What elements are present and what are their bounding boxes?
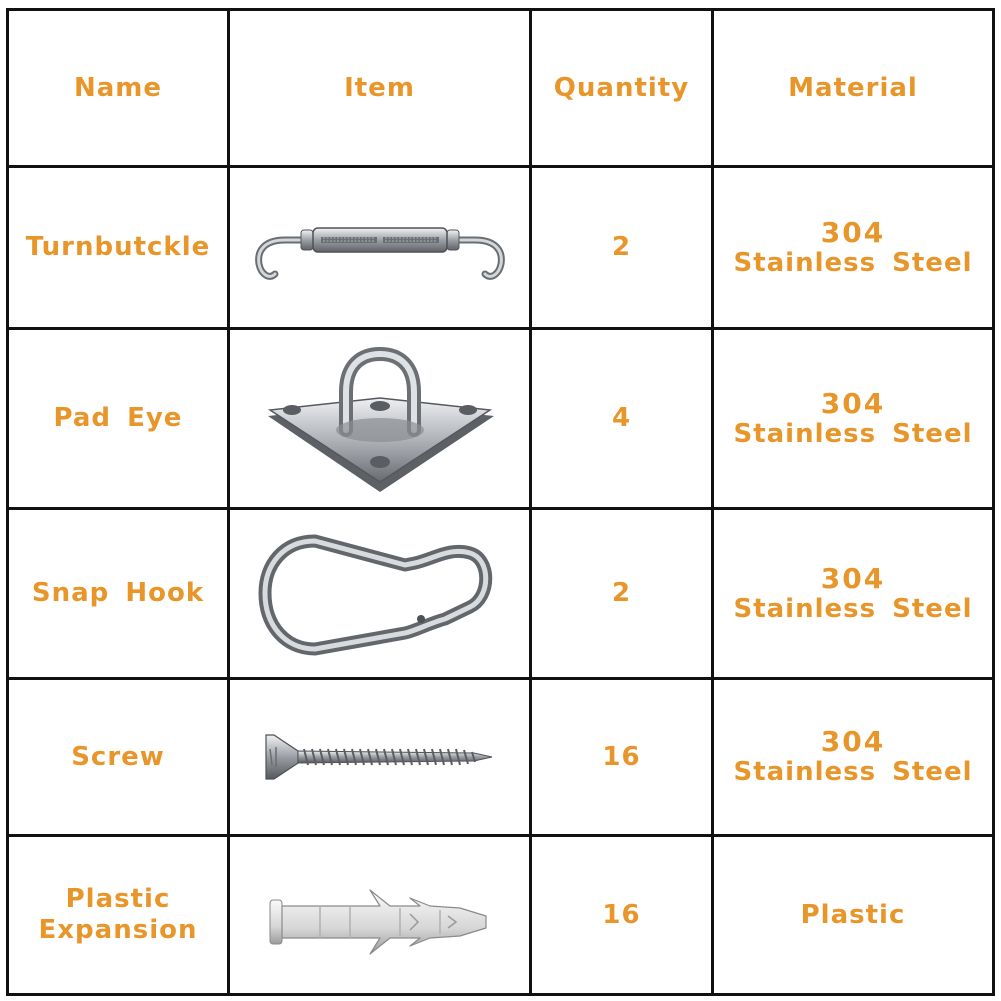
material-line1: 304 bbox=[820, 215, 886, 249]
item-name: Turnbutckle bbox=[8, 167, 229, 329]
header-material: Material bbox=[713, 10, 994, 167]
item-image-cell bbox=[229, 836, 531, 995]
item-quantity: 16 bbox=[531, 679, 713, 836]
item-image-cell bbox=[229, 679, 531, 836]
material-line1: Plastic bbox=[800, 899, 906, 930]
screw-icon bbox=[260, 727, 500, 787]
header-quantity: Quantity bbox=[531, 10, 713, 167]
material-line1: 304 bbox=[820, 725, 886, 758]
item-material bbox=[713, 679, 994, 836]
item-quantity: 4 bbox=[531, 329, 713, 509]
table-row bbox=[8, 329, 994, 509]
table-row bbox=[8, 679, 994, 836]
material-line2: Stainless Steel bbox=[733, 247, 973, 278]
item-name: Pad Eye bbox=[8, 329, 229, 509]
pad-eye-icon bbox=[250, 344, 510, 494]
item-name: Screw bbox=[8, 679, 229, 836]
item-quantity: 16 bbox=[531, 836, 713, 995]
plastic-anchor-icon bbox=[260, 870, 500, 960]
header-name: Name bbox=[8, 10, 229, 167]
snap-hook-icon bbox=[255, 529, 505, 659]
parts-table bbox=[6, 8, 995, 996]
item-material bbox=[713, 167, 994, 329]
item-material bbox=[713, 836, 994, 995]
material-line2: Stainless Steel bbox=[733, 418, 973, 449]
item-image-cell bbox=[229, 509, 531, 679]
material-line1: 304 bbox=[820, 561, 886, 595]
item-name: Plastic Expansion bbox=[8, 836, 229, 995]
material-line2: Stainless Steel bbox=[733, 593, 973, 624]
material-line2: Stainless Steel bbox=[733, 757, 973, 787]
turnbuckle-icon bbox=[245, 208, 515, 288]
material-line1: 304 bbox=[820, 386, 886, 420]
table-row bbox=[8, 509, 994, 679]
item-material bbox=[713, 509, 994, 679]
item-name: Snap Hook bbox=[8, 509, 229, 679]
item-quantity: 2 bbox=[531, 167, 713, 329]
item-image-cell bbox=[229, 329, 531, 509]
item-image-cell bbox=[229, 167, 531, 329]
table-row bbox=[8, 167, 994, 329]
table-row bbox=[8, 836, 994, 995]
header-item: Item bbox=[229, 10, 531, 167]
header-row bbox=[8, 10, 994, 167]
item-material bbox=[713, 329, 994, 509]
item-quantity: 2 bbox=[531, 509, 713, 679]
